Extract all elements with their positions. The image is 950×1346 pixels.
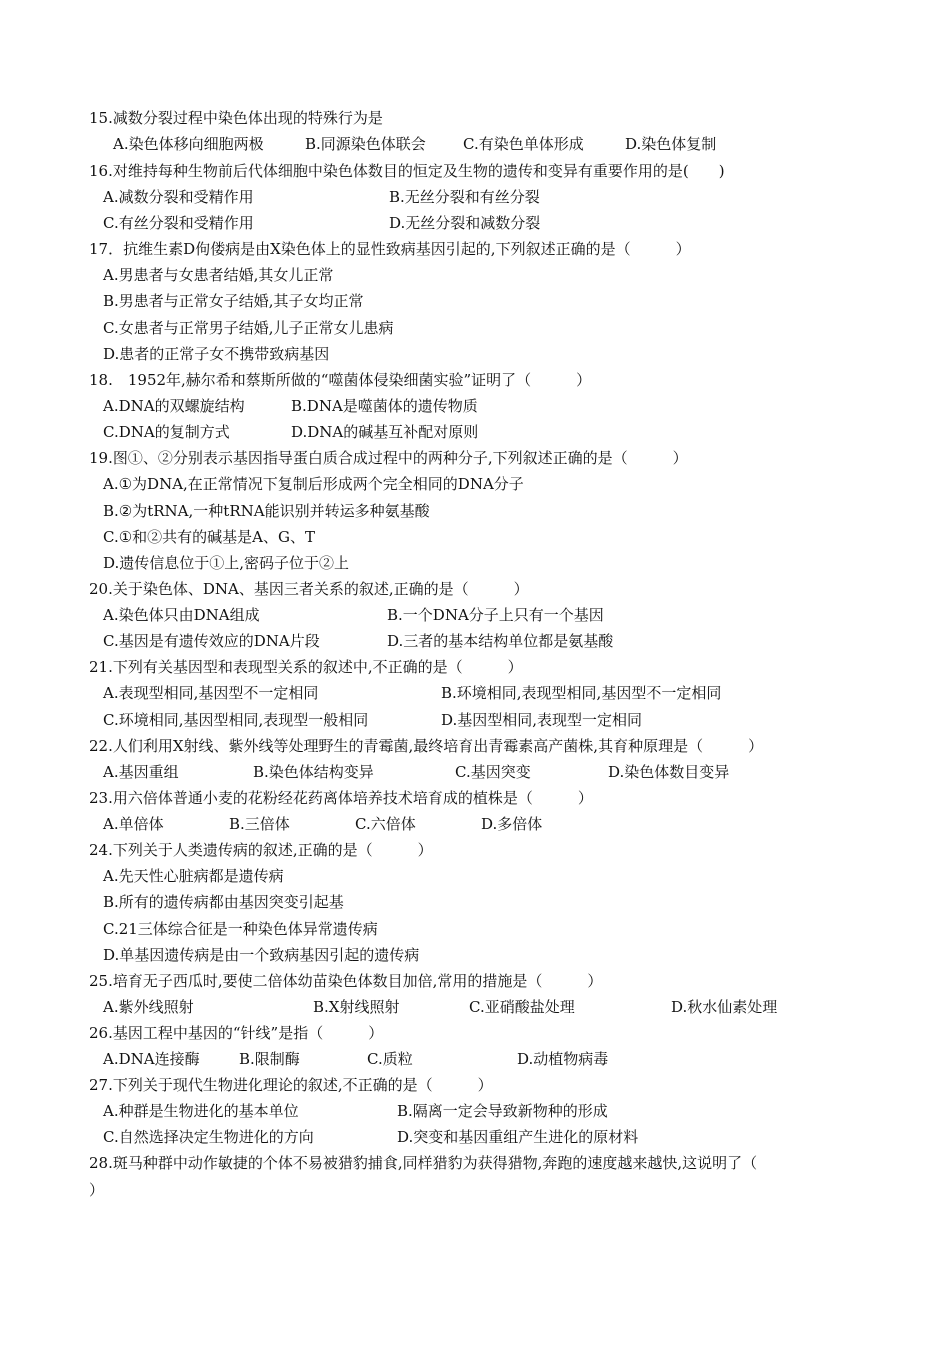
answer-option: A.染色体移向细胞两极	[113, 135, 264, 153]
answer-option: D.动植物病毒	[517, 1050, 609, 1068]
question-stem: 26.基因工程中基因的“针线”是指（ ）	[89, 1024, 384, 1042]
option-row	[103, 944, 903, 966]
answer-option: D.染色体复制	[625, 135, 717, 153]
option-row	[103, 473, 903, 495]
option-row	[103, 186, 903, 208]
answer-option: B.一个DNA分子上只有一个基因	[387, 606, 604, 624]
answer-option: C.基因突变	[455, 763, 531, 781]
answer-option: C.环境相同,基因型相同,表现型一般相同	[103, 711, 369, 729]
option-row	[103, 133, 903, 155]
answer-option: C.质粒	[367, 1050, 413, 1068]
question-stem: 28.斑马种群中动作敏捷的个体不易被猎豹捕食,同样猎豹为获得猎物,奔跑的速度越来越快,这说明了（	[89, 1154, 758, 1172]
option-row	[103, 1126, 903, 1148]
option-row	[103, 630, 903, 652]
answer-option: A.DNA连接酶	[103, 1050, 200, 1068]
question-stem-continuation: ）	[89, 1181, 105, 1199]
answer-option: D.多倍体	[481, 815, 543, 833]
answer-option: C.21三体综合征是一种染色体异常遗传病	[103, 920, 378, 938]
option-row	[103, 1100, 903, 1122]
option-row	[103, 317, 903, 339]
option-row	[103, 709, 903, 731]
answer-option: A.种群是生物进化的基本单位	[103, 1102, 299, 1120]
answer-option: C.DNA的复制方式	[103, 423, 230, 441]
question-stem: 25.培育无子西瓜时,要使二倍体幼苗染色体数目加倍,常用的措施是（ ）	[89, 972, 603, 990]
question-stem: 18. 1952年,赫尔希和蔡斯所做的“噬菌体侵染细菌实验”证明了（ ）	[89, 371, 592, 389]
answer-option: D.无丝分裂和减数分裂	[389, 214, 541, 232]
question-stem: 21.下列有关基因型和表现型关系的叙述中,不正确的是（ ）	[89, 658, 523, 676]
answer-option: B.男患者与正常女子结婚,其子女均正常	[103, 292, 364, 310]
option-row	[103, 996, 903, 1018]
option-row	[103, 761, 903, 783]
question-stem: 24.下列关于人类遗传病的叙述,正确的是（ ）	[89, 841, 433, 859]
answer-option: D.单基因遗传病是由一个致病基因引起的遗传病	[103, 946, 420, 964]
answer-option: B.无丝分裂和有丝分裂	[389, 188, 540, 206]
answer-option: B.所有的遗传病都由基因突变引起基	[103, 893, 344, 911]
option-row	[103, 1048, 903, 1070]
answer-option: C.六倍体	[355, 815, 416, 833]
answer-option: C.自然选择决定生物进化的方向	[103, 1128, 314, 1146]
answer-option: C.亚硝酸盐处理	[469, 998, 575, 1016]
option-row	[103, 343, 903, 365]
answer-option: A.表现型相同,基因型不一定相同	[103, 684, 319, 702]
question-stem: 19.图①、②分别表示基因指导蛋白质合成过程中的两种分子,下列叙述正确的是（ ）	[89, 449, 688, 467]
answer-option: B.环境相同,表现型相同,基因型不一定相同	[441, 684, 722, 702]
question-stem: 23.用六倍体普通小麦的花粉经花药离体培养技术培育成的植株是（ ）	[89, 789, 593, 807]
answer-option: C.基因是有遗传效应的DNA片段	[103, 632, 320, 650]
answer-option: B.同源染色体联会	[305, 135, 426, 153]
question-stem: 22.人们利用X射线、紫外线等处理野生的青霉菌,最终培育出青霉素高产菌株,其育种原理是（ ）	[89, 737, 764, 755]
answer-option: D.突变和基因重组产生进化的原材料	[397, 1128, 639, 1146]
answer-option: D.染色体数目变异	[608, 763, 730, 781]
answer-option: A.单倍体	[103, 815, 164, 833]
answer-option: D.三者的基本结构单位都是氨基酸	[387, 632, 614, 650]
answer-option: C.有丝分裂和受精作用	[103, 214, 254, 232]
answer-option: B.染色体结构变异	[253, 763, 374, 781]
answer-option: A.基因重组	[103, 763, 179, 781]
answer-option: B.X射线照射	[313, 998, 400, 1016]
answer-option: D.遗传信息位于①上,密码子位于②上	[103, 554, 350, 572]
option-row	[103, 212, 903, 234]
option-row	[103, 813, 903, 835]
option-row	[103, 421, 903, 443]
answer-option: A.减数分裂和受精作用	[103, 188, 254, 206]
answer-option: D.DNA的碱基互补配对原则	[291, 423, 479, 441]
option-row	[103, 395, 903, 417]
question-stem: 20.关于染色体、DNA、基因三者关系的叙述,正确的是（ ）	[89, 580, 529, 598]
answer-option: C.①和②共有的碱基是A、G、T	[103, 528, 315, 546]
answer-option: C.有染色单体形成	[463, 135, 584, 153]
answer-option: C.女患者与正常男子结婚,儿子正常女儿患病	[103, 319, 394, 337]
answer-option: B.DNA是噬菌体的遗传物质	[291, 397, 478, 415]
answer-option: B.隔离一定会导致新物种的形成	[397, 1102, 608, 1120]
question-stem: 15.减数分裂过程中染色体出现的特殊行为是	[89, 109, 383, 127]
option-row	[103, 526, 903, 548]
option-row	[103, 290, 903, 312]
question-stem: 27.下列关于现代生物进化理论的叙述,不正确的是（ ）	[89, 1076, 493, 1094]
answer-option: D.患者的正常子女不携带致病基因	[103, 345, 330, 363]
question-stem: 17．抗维生素D佝偻病是由X染色体上的显性致病基因引起的,下列叙述正确的是（ ）	[89, 240, 691, 258]
question-stem: 16.对维持每种生物前后代体细胞中染色体数目的恒定及生物的遗传和变异有重要作用的是( )	[89, 162, 725, 180]
answer-option: D.基因型相同,表现型一定相同	[441, 711, 643, 729]
answer-option: B.限制酶	[239, 1050, 300, 1068]
option-row	[103, 891, 903, 913]
option-row	[103, 500, 903, 522]
answer-option: D.秋水仙素处理	[671, 998, 778, 1016]
option-row	[103, 604, 903, 626]
answer-option: A.紫外线照射	[103, 998, 194, 1016]
answer-option: A.染色体只由DNA组成	[103, 606, 260, 624]
answer-option: A.DNA的双螺旋结构	[103, 397, 245, 415]
option-row	[103, 682, 903, 704]
answer-option: A.①为DNA,在正常情况下复制后形成两个完全相同的DNA分子	[103, 475, 524, 493]
option-row	[103, 552, 903, 574]
answer-option: A.先天性心脏病都是遗传病	[103, 867, 284, 885]
answer-option: B.三倍体	[229, 815, 290, 833]
option-row	[103, 264, 903, 286]
answer-option: B.②为tRNA,一种tRNA能识别并转运多种氨基酸	[103, 502, 430, 520]
option-row	[103, 918, 903, 940]
answer-option: A.男患者与女患者结婚,其女儿正常	[103, 266, 334, 284]
option-row	[103, 865, 903, 887]
